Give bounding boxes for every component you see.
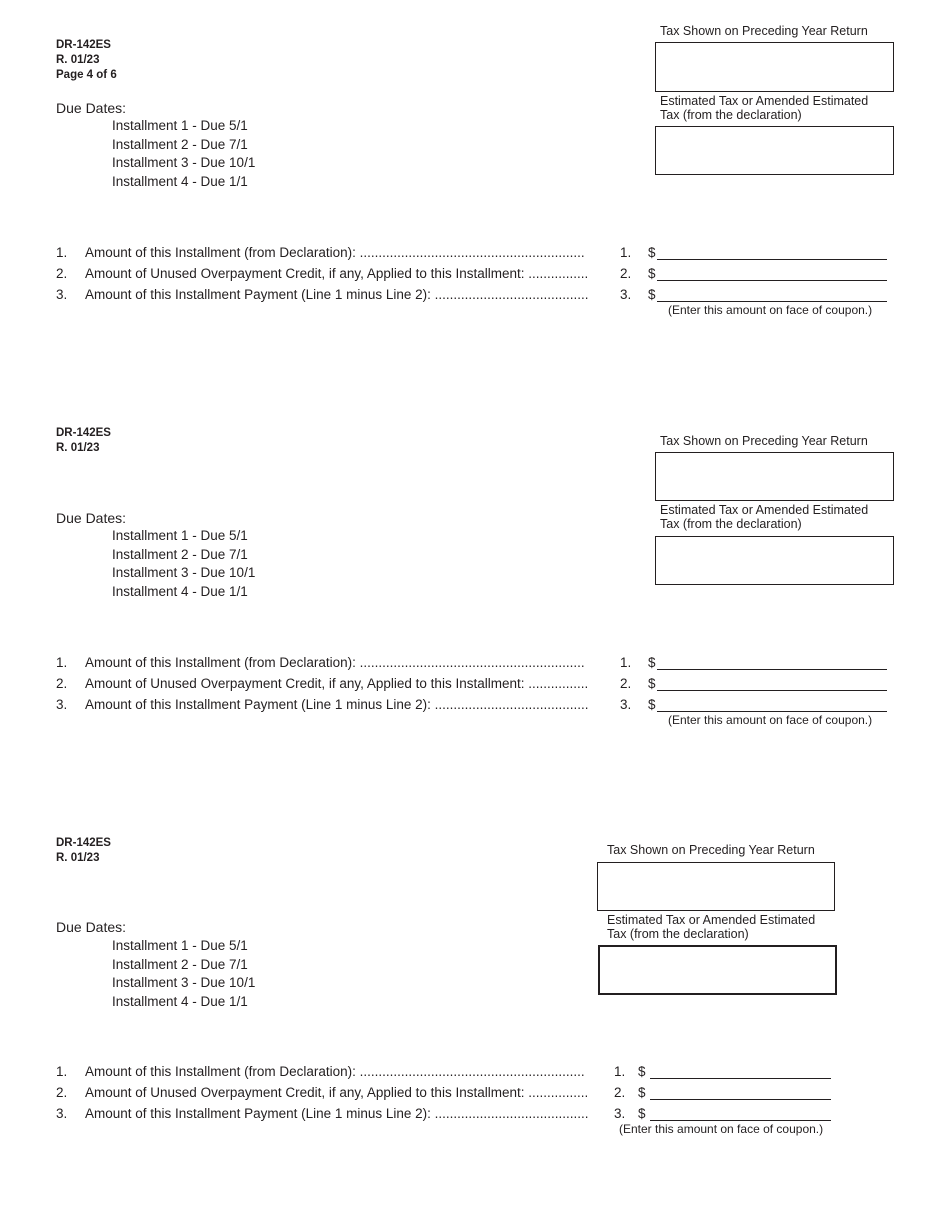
line-2-ref: 2. bbox=[620, 266, 632, 281]
preceding-year-label: Tax Shown on Preceding Year Return bbox=[660, 24, 868, 38]
installment-1: Installment 1 - Due 5/1 bbox=[112, 528, 248, 543]
line-1-number: 1. bbox=[56, 1064, 68, 1079]
line-2-text bbox=[85, 266, 588, 281]
preceding-year-box[interactable] bbox=[597, 862, 835, 911]
installment-2: Installment 2 - Due 7/1 bbox=[112, 136, 248, 152]
line-2-leader: ................ bbox=[524, 266, 589, 281]
installment-2: Installment 2 - Due 7/1 bbox=[112, 546, 248, 562]
line-1-label: Amount of this Installment (from Declaration): bbox=[85, 655, 356, 670]
coupon-note: (Enter this amount on face of coupon.) bbox=[668, 713, 873, 727]
installment-1: Installment 1 - Due 5/1 bbox=[112, 938, 248, 953]
estimated-tax-label-line2: Tax (from the declaration) bbox=[660, 517, 802, 531]
form-revision: R. 01/23 bbox=[56, 852, 100, 864]
line-3-label: Amount of this Installment Payment (Line 1 minus Line 2): bbox=[85, 1106, 431, 1121]
line-2-amount-field[interactable] bbox=[650, 1085, 831, 1100]
line-2-ref: 2. bbox=[620, 676, 632, 691]
estimated-tax-label-line2: Tax (from the declaration) bbox=[607, 927, 749, 941]
line-2-leader: ................ bbox=[524, 676, 589, 691]
estimated-tax-label-line1: Estimated Tax or Amended Estimated bbox=[660, 94, 869, 108]
line-1-text bbox=[85, 245, 585, 260]
due-dates-title: Due Dates: bbox=[56, 510, 127, 526]
installment-2: Installment 2 - Due 7/1 bbox=[112, 956, 248, 972]
coupon-note: (Enter this amount on face of coupon.) bbox=[619, 1122, 824, 1136]
line-1-leader: ............................................................ bbox=[355, 655, 585, 670]
installment-3: Installment 3 - Due 10/1 bbox=[112, 975, 256, 990]
line-3-amount-field[interactable] bbox=[657, 697, 887, 712]
line-3-label: Amount of this Installment Payment (Line 1 minus Line 2): bbox=[85, 697, 431, 712]
line-3-currency: $ bbox=[648, 287, 656, 302]
estimated-tax-label-line1: Estimated Tax or Amended Estimated bbox=[660, 503, 869, 517]
form-id: DR-142ES bbox=[56, 837, 111, 849]
line-1-currency: $ bbox=[648, 245, 656, 260]
preceding-year-label: Tax Shown on Preceding Year Return bbox=[660, 434, 868, 448]
line-1-amount-field[interactable] bbox=[657, 245, 887, 260]
line-1-text bbox=[85, 1064, 585, 1079]
installment-3: Installment 3 - Due 10/1 bbox=[112, 565, 256, 580]
line-3-ref: 3. bbox=[614, 1106, 626, 1121]
line-3-label: Amount of this Installment Payment (Line 1 minus Line 2): bbox=[85, 287, 431, 302]
line-1-ref: 1. bbox=[620, 655, 632, 670]
line-1-ref: 1. bbox=[620, 245, 632, 260]
line-3-text bbox=[85, 287, 588, 302]
line-1-amount-field[interactable] bbox=[657, 655, 887, 670]
installment-4: Installment 4 - Due 1/1 bbox=[112, 583, 248, 599]
line-2-currency: $ bbox=[648, 266, 656, 281]
coupon-section-3 bbox=[0, 820, 950, 1230]
form-revision: R. 01/23 bbox=[56, 442, 100, 454]
estimated-tax-label-line2: Tax (from the declaration) bbox=[660, 108, 802, 122]
line-1-ref: 1. bbox=[614, 1064, 626, 1079]
line-2-number: 2. bbox=[56, 1085, 68, 1100]
coupon-section-2 bbox=[0, 410, 950, 820]
line-2-text bbox=[85, 676, 588, 691]
coupon-section-1 bbox=[0, 0, 950, 410]
line-2-number: 2. bbox=[56, 266, 68, 281]
line-2-leader: ................ bbox=[524, 1085, 589, 1100]
preceding-year-box[interactable] bbox=[655, 42, 894, 92]
line-2-currency: $ bbox=[638, 1085, 646, 1100]
line-3-currency: $ bbox=[648, 697, 656, 712]
installment-4: Installment 4 - Due 1/1 bbox=[112, 173, 248, 189]
page-label: Page 4 of 6 bbox=[56, 69, 117, 81]
line-2-text bbox=[85, 1085, 588, 1100]
line-3-ref: 3. bbox=[620, 287, 632, 302]
line-3-currency: $ bbox=[638, 1106, 646, 1121]
line-1-label: Amount of this Installment (from Declaration): bbox=[85, 245, 356, 260]
line-2-amount-field[interactable] bbox=[657, 676, 887, 691]
line-3-leader: ......................................... bbox=[430, 287, 589, 302]
line-2-label: Amount of Unused Overpayment Credit, if any, Applied to this Installment: bbox=[85, 1085, 525, 1100]
line-3-number: 3. bbox=[56, 1106, 68, 1121]
installment-3: Installment 3 - Due 10/1 bbox=[112, 155, 256, 170]
form-id: DR-142ES bbox=[56, 427, 111, 439]
line-3-amount-field[interactable] bbox=[650, 1106, 831, 1121]
line-3-ref: 3. bbox=[620, 697, 632, 712]
line-3-number: 3. bbox=[56, 287, 68, 302]
due-dates-title: Due Dates: bbox=[56, 919, 127, 935]
line-1-label: Amount of this Installment (from Declaration): bbox=[85, 1064, 356, 1079]
installment-1: Installment 1 - Due 5/1 bbox=[112, 118, 248, 133]
line-2-amount-field[interactable] bbox=[657, 266, 887, 281]
estimated-tax-box[interactable] bbox=[655, 126, 894, 175]
line-1-leader: ............................................................ bbox=[355, 245, 585, 260]
line-2-ref: 2. bbox=[614, 1085, 626, 1100]
line-2-label: Amount of Unused Overpayment Credit, if any, Applied to this Installment: bbox=[85, 676, 525, 691]
estimated-tax-label-line1: Estimated Tax or Amended Estimated bbox=[607, 913, 816, 927]
line-2-label: Amount of Unused Overpayment Credit, if any, Applied to this Installment: bbox=[85, 266, 525, 281]
line-1-number: 1. bbox=[56, 245, 68, 260]
preceding-year-label: Tax Shown on Preceding Year Return bbox=[607, 843, 815, 857]
estimated-tax-box[interactable] bbox=[655, 536, 894, 585]
line-3-number: 3. bbox=[56, 697, 68, 712]
estimated-tax-box[interactable] bbox=[598, 945, 837, 995]
line-3-amount-field[interactable] bbox=[657, 287, 887, 302]
form-revision: R. 01/23 bbox=[56, 54, 100, 66]
line-2-currency: $ bbox=[648, 676, 656, 691]
line-3-leader: ......................................... bbox=[430, 697, 589, 712]
line-3-leader: ......................................... bbox=[430, 1106, 589, 1121]
coupon-note: (Enter this amount on face of coupon.) bbox=[668, 303, 873, 317]
line-3-text bbox=[85, 697, 588, 712]
line-1-amount-field[interactable] bbox=[650, 1064, 831, 1079]
due-dates-title: Due Dates: bbox=[56, 100, 127, 116]
line-1-number: 1. bbox=[56, 655, 68, 670]
form-id: DR-142ES bbox=[56, 39, 111, 51]
preceding-year-box[interactable] bbox=[655, 452, 894, 501]
installment-4: Installment 4 - Due 1/1 bbox=[112, 993, 248, 1009]
line-1-currency: $ bbox=[638, 1064, 646, 1079]
line-1-currency: $ bbox=[648, 655, 656, 670]
line-3-text bbox=[85, 1106, 588, 1121]
line-2-number: 2. bbox=[56, 676, 68, 691]
line-1-leader: ............................................................ bbox=[355, 1064, 585, 1079]
line-1-text bbox=[85, 655, 585, 670]
